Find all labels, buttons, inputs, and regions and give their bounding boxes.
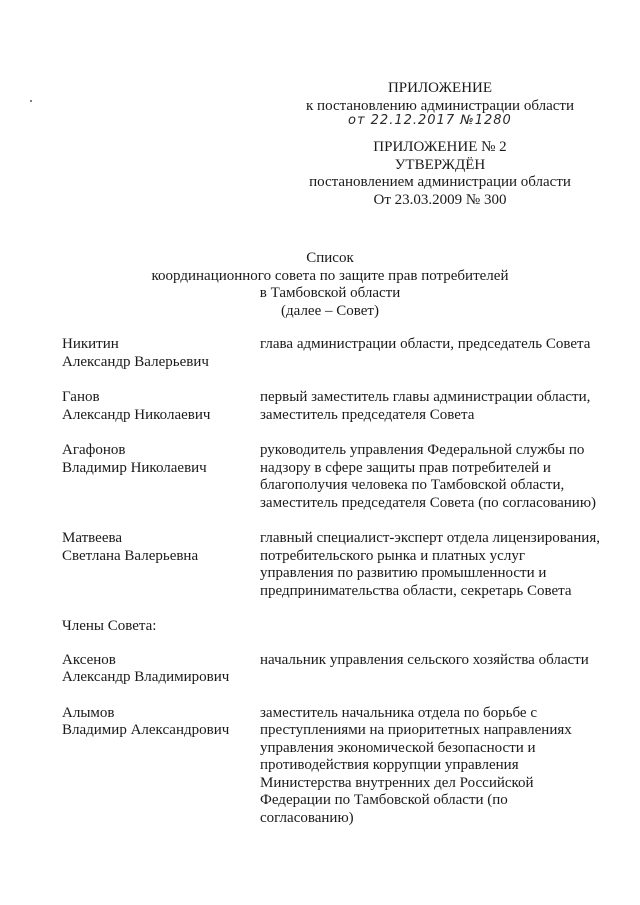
member-surname: Никитин bbox=[62, 336, 119, 352]
scan-speck bbox=[30, 100, 32, 102]
member-role: главный специалист-эксперт отдела лицензирования, потребительского рынка и платных услуг управления по развитию промышленности и предпринимательства области, секретарь Совета bbox=[260, 530, 600, 599]
title-line-2: координационного совета по защите прав потребителей bbox=[151, 267, 509, 284]
title-line-1: Список bbox=[306, 250, 354, 266]
member-row bbox=[62, 389, 602, 424]
member-row bbox=[62, 336, 602, 371]
member-given-names: Александр Валерьевич bbox=[62, 353, 209, 370]
council-list bbox=[62, 336, 602, 845]
member-name bbox=[62, 705, 260, 828]
appendix-number-heading: ПРИЛОЖЕНИЕ № 2 bbox=[373, 139, 507, 155]
member-row bbox=[62, 705, 602, 828]
member-given-names: Александр Владимирович bbox=[62, 669, 230, 685]
original-resolution-date: От 23.03.2009 № 300 bbox=[373, 191, 507, 208]
member-given-names: Александр Николаевич bbox=[62, 406, 211, 423]
member-name bbox=[62, 652, 260, 687]
member-surname: Алымов bbox=[62, 704, 115, 721]
approved-by-line: постановлением администрации области bbox=[309, 174, 571, 190]
member-role: глава администрации области, председатель Совета bbox=[260, 336, 591, 352]
document-title bbox=[100, 250, 560, 320]
member-surname: Ганов bbox=[62, 389, 100, 405]
member-name bbox=[62, 389, 260, 424]
approval-header bbox=[290, 80, 590, 209]
member-name bbox=[62, 442, 260, 512]
member-given-names: Владимир Александрович bbox=[62, 722, 230, 738]
member-row bbox=[62, 652, 602, 687]
member-role: заместитель начальника отдела по борьбе с преступлениями на приоритетных направлениях управления экономической безопасности и противодействия коррупции управления Министерства внутренних дел Российской Федерации по Тамбовской области (по согласованию) bbox=[260, 704, 572, 826]
member-given-names: Владимир Николаевич bbox=[62, 459, 207, 476]
member-role: первый заместитель главы администрации области, заместитель председателя Совета bbox=[260, 389, 591, 423]
title-line-3: в Тамбовской области bbox=[259, 285, 401, 301]
appendix-heading: ПРИЛОЖЕНИЕ bbox=[387, 80, 493, 96]
member-surname: Агафонов bbox=[62, 442, 126, 458]
resolution-reference: к постановлению администрации области bbox=[306, 97, 574, 114]
member-name bbox=[62, 336, 260, 371]
member-surname: Матвеева bbox=[62, 530, 123, 546]
member-row bbox=[62, 442, 602, 512]
council-members-heading: Члены Совета: bbox=[62, 618, 157, 634]
handwritten-date-number: от 22.12.2017 №1280 bbox=[348, 113, 512, 128]
approved-heading: УТВЕРЖДЁН bbox=[394, 156, 486, 173]
member-surname: Аксенов bbox=[62, 651, 116, 668]
title-line-4: (далее – Совет) bbox=[281, 302, 379, 319]
member-role: начальник управления сельского хозяйства области bbox=[260, 651, 589, 668]
member-name bbox=[62, 530, 260, 600]
member-given-names: Светлана Валерьевна bbox=[62, 547, 199, 564]
member-role: руководитель управления Федеральной службы по надзору в сфере защиты прав потребителей и благополучия человека по Тамбовской области, заместитель председателя Совета (по согласованию) bbox=[260, 442, 597, 511]
member-row bbox=[62, 530, 602, 600]
